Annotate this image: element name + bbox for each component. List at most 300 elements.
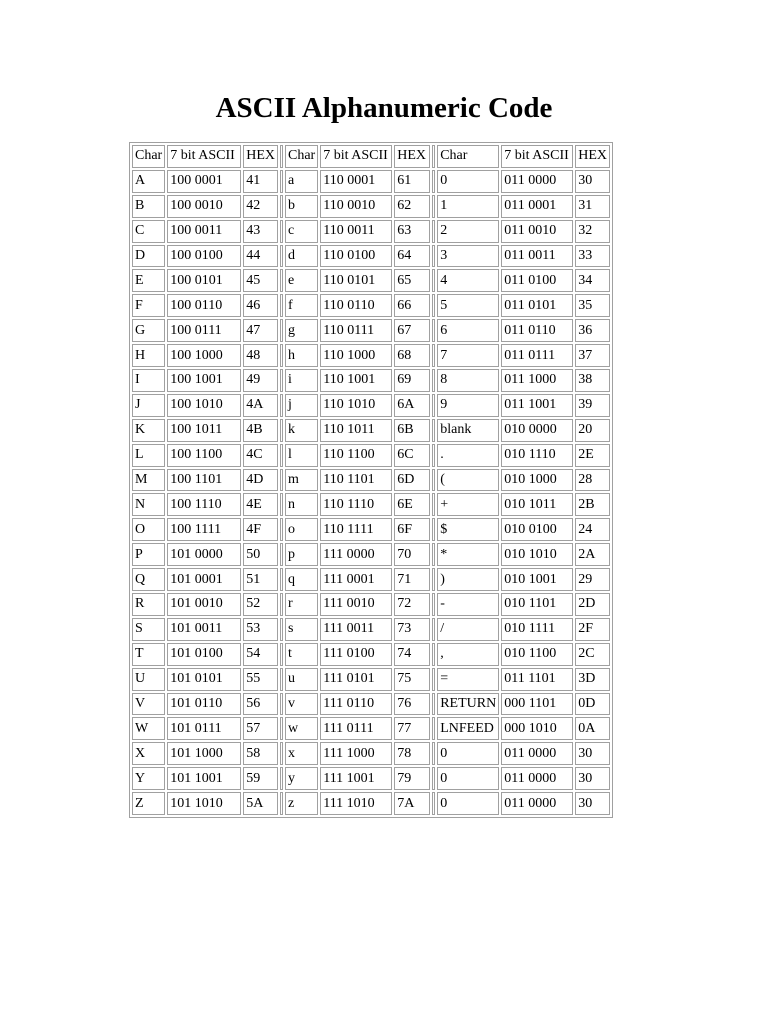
hex-cell: 39	[575, 394, 610, 417]
hex-cell: 50	[243, 543, 278, 566]
column-divider	[280, 618, 283, 641]
binary-cell: 101 0001	[167, 568, 241, 591]
hex-cell: 46	[243, 294, 278, 317]
hex-cell: 2B	[575, 493, 610, 516]
column-divider	[432, 319, 435, 342]
binary-cell: 110 1010	[320, 394, 392, 417]
binary-cell: 101 0101	[167, 668, 241, 691]
hex-cell: 55	[243, 668, 278, 691]
binary-cell: 110 1101	[320, 469, 392, 492]
binary-cell: 100 1010	[167, 394, 241, 417]
binary-cell: 011 0110	[501, 319, 573, 342]
column-divider	[280, 170, 283, 193]
header-cell: 7 bit ASCII	[167, 145, 241, 168]
hex-cell: 4E	[243, 493, 278, 516]
binary-cell: 100 1100	[167, 444, 241, 467]
column-divider	[280, 195, 283, 218]
hex-cell: 20	[575, 419, 610, 442]
char-cell: 4	[437, 269, 499, 292]
column-divider	[432, 618, 435, 641]
binary-cell: 110 0001	[320, 170, 392, 193]
hex-cell: 4A	[243, 394, 278, 417]
hex-cell: 2C	[575, 643, 610, 666]
table-row	[132, 369, 610, 392]
char-cell: X	[132, 742, 165, 765]
hex-cell: 70	[394, 543, 430, 566]
column-divider	[280, 593, 283, 616]
column-divider	[432, 145, 435, 168]
char-cell: a	[285, 170, 318, 193]
binary-cell: 110 0011	[320, 220, 392, 243]
header-cell: HEX	[394, 145, 430, 168]
char-cell: y	[285, 767, 318, 790]
table-header-row	[132, 145, 610, 168]
hex-cell: 37	[575, 344, 610, 367]
binary-cell: 000 1101	[501, 693, 573, 716]
table-row	[132, 444, 610, 467]
hex-cell: 65	[394, 269, 430, 292]
header-cell: HEX	[575, 145, 610, 168]
hex-cell: 31	[575, 195, 610, 218]
column-divider	[280, 344, 283, 367]
header-cell: 7 bit ASCII	[501, 145, 573, 168]
table-row	[132, 493, 610, 516]
binary-cell: 101 0111	[167, 717, 241, 740]
column-divider	[432, 668, 435, 691]
binary-cell: 010 1100	[501, 643, 573, 666]
hex-cell: 51	[243, 568, 278, 591]
hex-cell: 79	[394, 767, 430, 790]
column-divider	[280, 294, 283, 317]
hex-cell: 7A	[394, 792, 430, 815]
table-row	[132, 717, 610, 740]
char-cell: v	[285, 693, 318, 716]
column-divider	[280, 269, 283, 292]
hex-cell: 32	[575, 220, 610, 243]
column-divider	[432, 444, 435, 467]
column-divider	[280, 469, 283, 492]
hex-cell: 71	[394, 568, 430, 591]
column-divider	[432, 369, 435, 392]
binary-cell: 111 1010	[320, 792, 392, 815]
binary-cell: 110 1000	[320, 344, 392, 367]
char-cell: 5	[437, 294, 499, 317]
hex-cell: 78	[394, 742, 430, 765]
binary-cell: 100 0101	[167, 269, 241, 292]
char-cell: *	[437, 543, 499, 566]
binary-cell: 010 0000	[501, 419, 573, 442]
hex-cell: 4F	[243, 518, 278, 541]
char-cell: LNFEED	[437, 717, 499, 740]
hex-cell: 77	[394, 717, 430, 740]
column-divider	[280, 693, 283, 716]
binary-cell: 110 0100	[320, 245, 392, 268]
table-row	[132, 668, 610, 691]
char-cell: Y	[132, 767, 165, 790]
column-divider	[432, 742, 435, 765]
char-cell: J	[132, 394, 165, 417]
column-divider	[432, 792, 435, 815]
table-row	[132, 469, 610, 492]
column-divider	[280, 792, 283, 815]
table-row	[132, 593, 610, 616]
column-divider	[280, 568, 283, 591]
table-row	[132, 419, 610, 442]
binary-cell: 011 0100	[501, 269, 573, 292]
hex-cell: 3D	[575, 668, 610, 691]
table-body	[132, 170, 610, 815]
char-cell: blank	[437, 419, 499, 442]
binary-cell: 101 1010	[167, 792, 241, 815]
char-cell: 0	[437, 742, 499, 765]
char-cell: w	[285, 717, 318, 740]
char-cell: R	[132, 593, 165, 616]
hex-cell: 41	[243, 170, 278, 193]
hex-cell: 67	[394, 319, 430, 342]
hex-cell: 43	[243, 220, 278, 243]
hex-cell: 56	[243, 693, 278, 716]
binary-cell: 100 0001	[167, 170, 241, 193]
binary-cell: 100 1011	[167, 419, 241, 442]
char-cell: ,	[437, 643, 499, 666]
binary-cell: 000 1010	[501, 717, 573, 740]
table-row	[132, 568, 610, 591]
hex-cell: 30	[575, 792, 610, 815]
hex-cell: 6D	[394, 469, 430, 492]
char-cell: A	[132, 170, 165, 193]
table-row	[132, 618, 610, 641]
table-row	[132, 294, 610, 317]
binary-cell: 011 0001	[501, 195, 573, 218]
column-divider	[432, 269, 435, 292]
binary-cell: 111 0011	[320, 618, 392, 641]
char-cell: g	[285, 319, 318, 342]
char-cell: RETURN	[437, 693, 499, 716]
column-divider	[280, 767, 283, 790]
binary-cell: 010 1001	[501, 568, 573, 591]
binary-cell: 110 0010	[320, 195, 392, 218]
char-cell: j	[285, 394, 318, 417]
header-cell: Char	[437, 145, 499, 168]
binary-cell: 100 0111	[167, 319, 241, 342]
column-divider	[432, 493, 435, 516]
binary-cell: 110 0111	[320, 319, 392, 342]
binary-cell: 010 1010	[501, 543, 573, 566]
header-cell: HEX	[243, 145, 278, 168]
char-cell: E	[132, 269, 165, 292]
binary-cell: 110 1111	[320, 518, 392, 541]
binary-cell: 100 1001	[167, 369, 241, 392]
hex-cell: 45	[243, 269, 278, 292]
hex-cell: 62	[394, 195, 430, 218]
char-cell: K	[132, 419, 165, 442]
hex-cell: 4B	[243, 419, 278, 442]
table-row	[132, 269, 610, 292]
char-cell: r	[285, 593, 318, 616]
char-cell: T	[132, 643, 165, 666]
column-divider	[432, 344, 435, 367]
char-cell: D	[132, 245, 165, 268]
column-divider	[280, 742, 283, 765]
hex-cell: 52	[243, 593, 278, 616]
char-cell: d	[285, 245, 318, 268]
char-cell: 3	[437, 245, 499, 268]
char-cell: )	[437, 568, 499, 591]
hex-cell: 35	[575, 294, 610, 317]
column-divider	[432, 195, 435, 218]
hex-cell: 57	[243, 717, 278, 740]
char-cell: S	[132, 618, 165, 641]
char-cell: B	[132, 195, 165, 218]
hex-cell: 44	[243, 245, 278, 268]
column-divider	[280, 245, 283, 268]
char-cell: /	[437, 618, 499, 641]
binary-cell: 101 0110	[167, 693, 241, 716]
page-title: ASCII Alphanumeric Code	[215, 92, 553, 124]
char-cell: C	[132, 220, 165, 243]
hex-cell: 73	[394, 618, 430, 641]
binary-cell: 010 1011	[501, 493, 573, 516]
table-row	[132, 767, 610, 790]
hex-cell: 6E	[394, 493, 430, 516]
table-row	[132, 344, 610, 367]
char-cell: z	[285, 792, 318, 815]
table-row	[132, 742, 610, 765]
column-divider	[432, 394, 435, 417]
char-cell: o	[285, 518, 318, 541]
hex-cell: 72	[394, 593, 430, 616]
binary-cell: 101 0011	[167, 618, 241, 641]
char-cell: N	[132, 493, 165, 516]
hex-cell: 6C	[394, 444, 430, 467]
header-cell: Char	[285, 145, 318, 168]
hex-cell: 34	[575, 269, 610, 292]
char-cell: =	[437, 668, 499, 691]
hex-cell: 49	[243, 369, 278, 392]
table-row	[132, 195, 610, 218]
char-cell: F	[132, 294, 165, 317]
char-cell: 0	[437, 767, 499, 790]
binary-cell: 100 0010	[167, 195, 241, 218]
hex-cell: 58	[243, 742, 278, 765]
binary-cell: 011 1101	[501, 668, 573, 691]
column-divider	[280, 419, 283, 442]
hex-cell: 5A	[243, 792, 278, 815]
header-cell: 7 bit ASCII	[320, 145, 392, 168]
hex-cell: 48	[243, 344, 278, 367]
binary-cell: 011 0000	[501, 170, 573, 193]
column-divider	[432, 643, 435, 666]
column-divider	[280, 444, 283, 467]
hex-cell: 74	[394, 643, 430, 666]
char-cell: (	[437, 469, 499, 492]
char-cell: P	[132, 543, 165, 566]
column-divider	[280, 668, 283, 691]
column-divider	[432, 543, 435, 566]
hex-cell: 6B	[394, 419, 430, 442]
hex-cell: 29	[575, 568, 610, 591]
column-divider	[432, 593, 435, 616]
binary-cell: 111 0100	[320, 643, 392, 666]
hex-cell: 42	[243, 195, 278, 218]
char-cell: b	[285, 195, 318, 218]
hex-cell: 4D	[243, 469, 278, 492]
char-cell: q	[285, 568, 318, 591]
binary-cell: 110 1110	[320, 493, 392, 516]
hex-cell: 53	[243, 618, 278, 641]
binary-cell: 011 0000	[501, 792, 573, 815]
column-divider	[432, 518, 435, 541]
char-cell: -	[437, 593, 499, 616]
hex-cell: 6A	[394, 394, 430, 417]
column-divider	[432, 170, 435, 193]
hex-cell: 2F	[575, 618, 610, 641]
table-row	[132, 518, 610, 541]
hex-cell: 0D	[575, 693, 610, 716]
binary-cell: 110 1100	[320, 444, 392, 467]
column-divider	[280, 643, 283, 666]
binary-cell: 101 0010	[167, 593, 241, 616]
column-divider	[432, 419, 435, 442]
column-divider	[280, 543, 283, 566]
char-cell: $	[437, 518, 499, 541]
binary-cell: 011 0011	[501, 245, 573, 268]
ascii-table	[129, 142, 613, 818]
binary-cell: 110 1001	[320, 369, 392, 392]
column-divider	[432, 220, 435, 243]
binary-cell: 101 1001	[167, 767, 241, 790]
binary-cell: 111 1001	[320, 767, 392, 790]
table-row	[132, 394, 610, 417]
char-cell: V	[132, 693, 165, 716]
hex-cell: 0A	[575, 717, 610, 740]
column-divider	[280, 220, 283, 243]
binary-cell: 100 1000	[167, 344, 241, 367]
binary-cell: 010 1110	[501, 444, 573, 467]
char-cell: Z	[132, 792, 165, 815]
char-cell: G	[132, 319, 165, 342]
binary-cell: 100 1111	[167, 518, 241, 541]
binary-cell: 111 0001	[320, 568, 392, 591]
binary-cell: 110 0101	[320, 269, 392, 292]
binary-cell: 100 1101	[167, 469, 241, 492]
column-divider	[432, 294, 435, 317]
hex-cell: 63	[394, 220, 430, 243]
hex-cell: 66	[394, 294, 430, 317]
hex-cell: 24	[575, 518, 610, 541]
char-cell: k	[285, 419, 318, 442]
char-cell: x	[285, 742, 318, 765]
hex-cell: 75	[394, 668, 430, 691]
char-cell: +	[437, 493, 499, 516]
binary-cell: 100 0110	[167, 294, 241, 317]
char-cell: 6	[437, 319, 499, 342]
binary-cell: 010 1101	[501, 593, 573, 616]
column-divider	[432, 693, 435, 716]
table-row	[132, 543, 610, 566]
binary-cell: 101 0000	[167, 543, 241, 566]
hex-cell: 38	[575, 369, 610, 392]
char-cell: 0	[437, 792, 499, 815]
binary-cell: 011 0101	[501, 294, 573, 317]
char-cell: c	[285, 220, 318, 243]
binary-cell: 100 0100	[167, 245, 241, 268]
binary-cell: 011 1000	[501, 369, 573, 392]
char-cell: L	[132, 444, 165, 467]
hex-cell: 2E	[575, 444, 610, 467]
char-cell: t	[285, 643, 318, 666]
column-divider	[280, 394, 283, 417]
binary-cell: 011 0111	[501, 344, 573, 367]
hex-cell: 30	[575, 767, 610, 790]
binary-cell: 111 0111	[320, 717, 392, 740]
hex-cell: 69	[394, 369, 430, 392]
column-divider	[280, 319, 283, 342]
hex-cell: 68	[394, 344, 430, 367]
hex-cell: 28	[575, 469, 610, 492]
char-cell: 1	[437, 195, 499, 218]
table-row	[132, 643, 610, 666]
hex-cell: 54	[243, 643, 278, 666]
char-cell: 7	[437, 344, 499, 367]
binary-cell: 111 0101	[320, 668, 392, 691]
binary-cell: 101 0100	[167, 643, 241, 666]
char-cell: W	[132, 717, 165, 740]
binary-cell: 100 0011	[167, 220, 241, 243]
column-divider	[280, 369, 283, 392]
hex-cell: 33	[575, 245, 610, 268]
char-cell: 0	[437, 170, 499, 193]
char-cell: I	[132, 369, 165, 392]
hex-cell: 61	[394, 170, 430, 193]
hex-cell: 59	[243, 767, 278, 790]
table-row	[132, 220, 610, 243]
char-cell: u	[285, 668, 318, 691]
hex-cell: 64	[394, 245, 430, 268]
hex-cell: 30	[575, 170, 610, 193]
column-divider	[280, 518, 283, 541]
table-row	[132, 319, 610, 342]
char-cell: U	[132, 668, 165, 691]
binary-cell: 101 1000	[167, 742, 241, 765]
column-divider	[432, 245, 435, 268]
char-cell: f	[285, 294, 318, 317]
char-cell: m	[285, 469, 318, 492]
binary-cell: 011 0000	[501, 767, 573, 790]
column-divider	[432, 469, 435, 492]
column-divider	[432, 717, 435, 740]
char-cell: 8	[437, 369, 499, 392]
hex-cell: 36	[575, 319, 610, 342]
char-cell: O	[132, 518, 165, 541]
char-cell: 2	[437, 220, 499, 243]
hex-cell: 6F	[394, 518, 430, 541]
char-cell: 9	[437, 394, 499, 417]
binary-cell: 111 1000	[320, 742, 392, 765]
column-divider	[280, 717, 283, 740]
binary-cell: 100 1110	[167, 493, 241, 516]
binary-cell: 111 0110	[320, 693, 392, 716]
char-cell: s	[285, 618, 318, 641]
table-row	[132, 693, 610, 716]
char-cell: p	[285, 543, 318, 566]
table-row	[132, 170, 610, 193]
char-cell: .	[437, 444, 499, 467]
char-cell: i	[285, 369, 318, 392]
char-cell: h	[285, 344, 318, 367]
column-divider	[280, 145, 283, 168]
hex-cell: 76	[394, 693, 430, 716]
